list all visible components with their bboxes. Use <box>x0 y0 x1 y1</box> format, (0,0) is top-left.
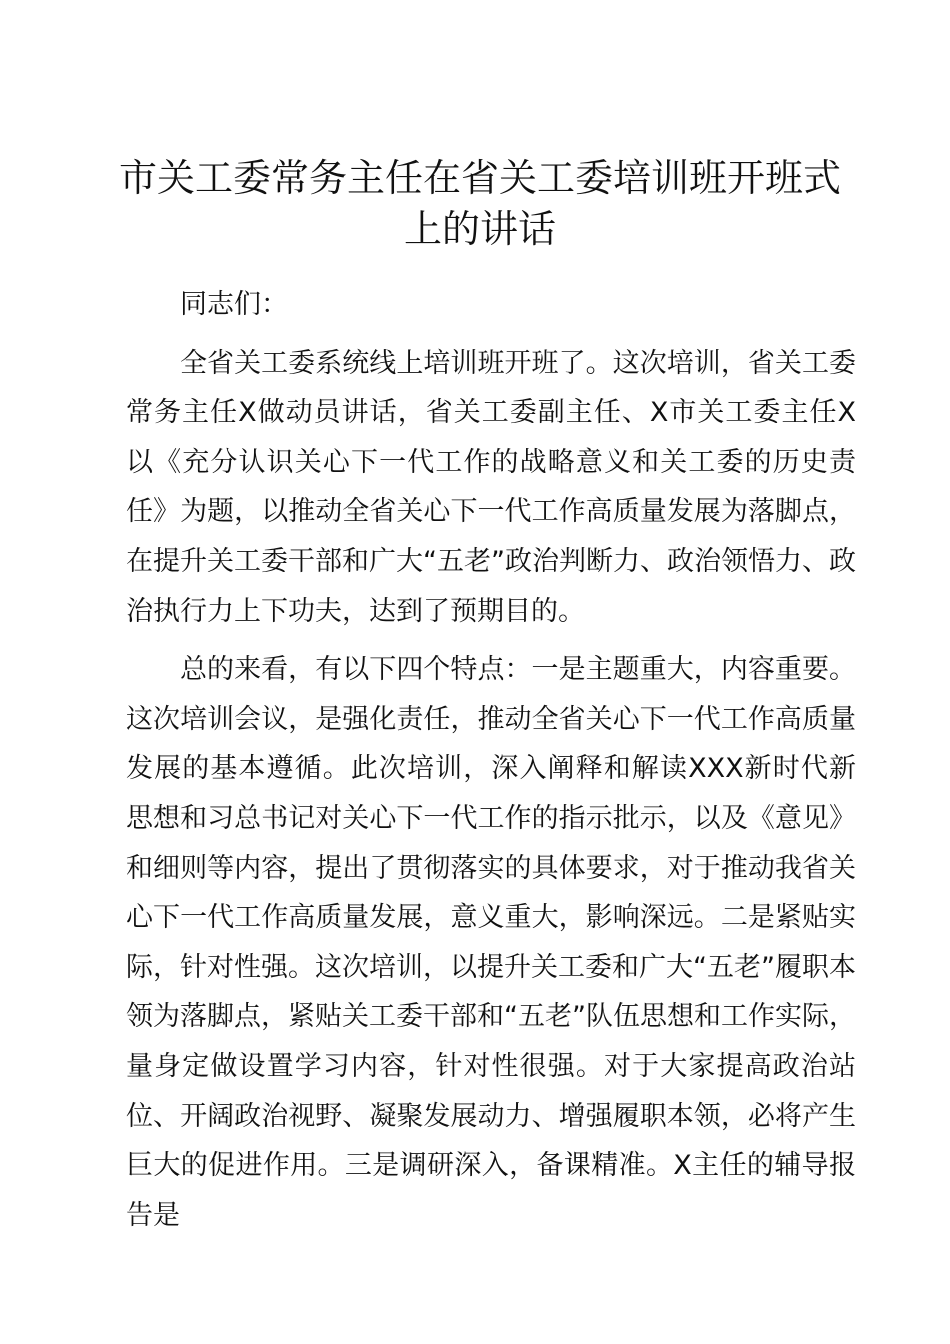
salutation: 同志们： <box>180 289 288 320</box>
document-title: 市关工委常务主任在省关工委培训班开班式上的讲话 <box>118 156 841 251</box>
document-body <box>126 280 856 1240</box>
paragraph-2: 总的来看，有以下四个特点：一是主题重大，内容重要。这次培训会议，是强化责任，推动全省关心下一代工作高质量发展的基本遵循。此次培训，深入阐释和解读XXX新时代新思想和习总书记对关心下一代工作的指示批示，以及《意见》和细则等内容，提出了贯彻落实的具体要求，对于推动我省关心下一代工作高质量发展，意义重大，影响深远。二是紧贴实际，针对性强。这次培训，以提升关工委和广大“五老”履职本领为落脚点，紧贴关工委干部和“五老”队伍思想和工作实际，量身定做设置学习内容，针对性很强。对于大家提高政治站位、开阔政治视野、凝聚发展动力、增强履职本领，必将产生巨大的促进作用。三是调研深入，备课精准。X主任的辅导报告是 <box>126 654 856 1231</box>
paragraph-1: 全省关工委系统线上培训班开班了。这次培训，省关工委常务主任X做动员讲话，省关工委副主任、X市关工委主任X以《充分认识关心下一代工作的战略意义和关工委的历史责任》为题，以推动全省关心下一代工作高质量发展为落脚点，在提升关工委干部和广大“五老”政治判断力、政治领悟力、政治执行力上下功夫，达到了预期目的。 <box>126 347 856 627</box>
